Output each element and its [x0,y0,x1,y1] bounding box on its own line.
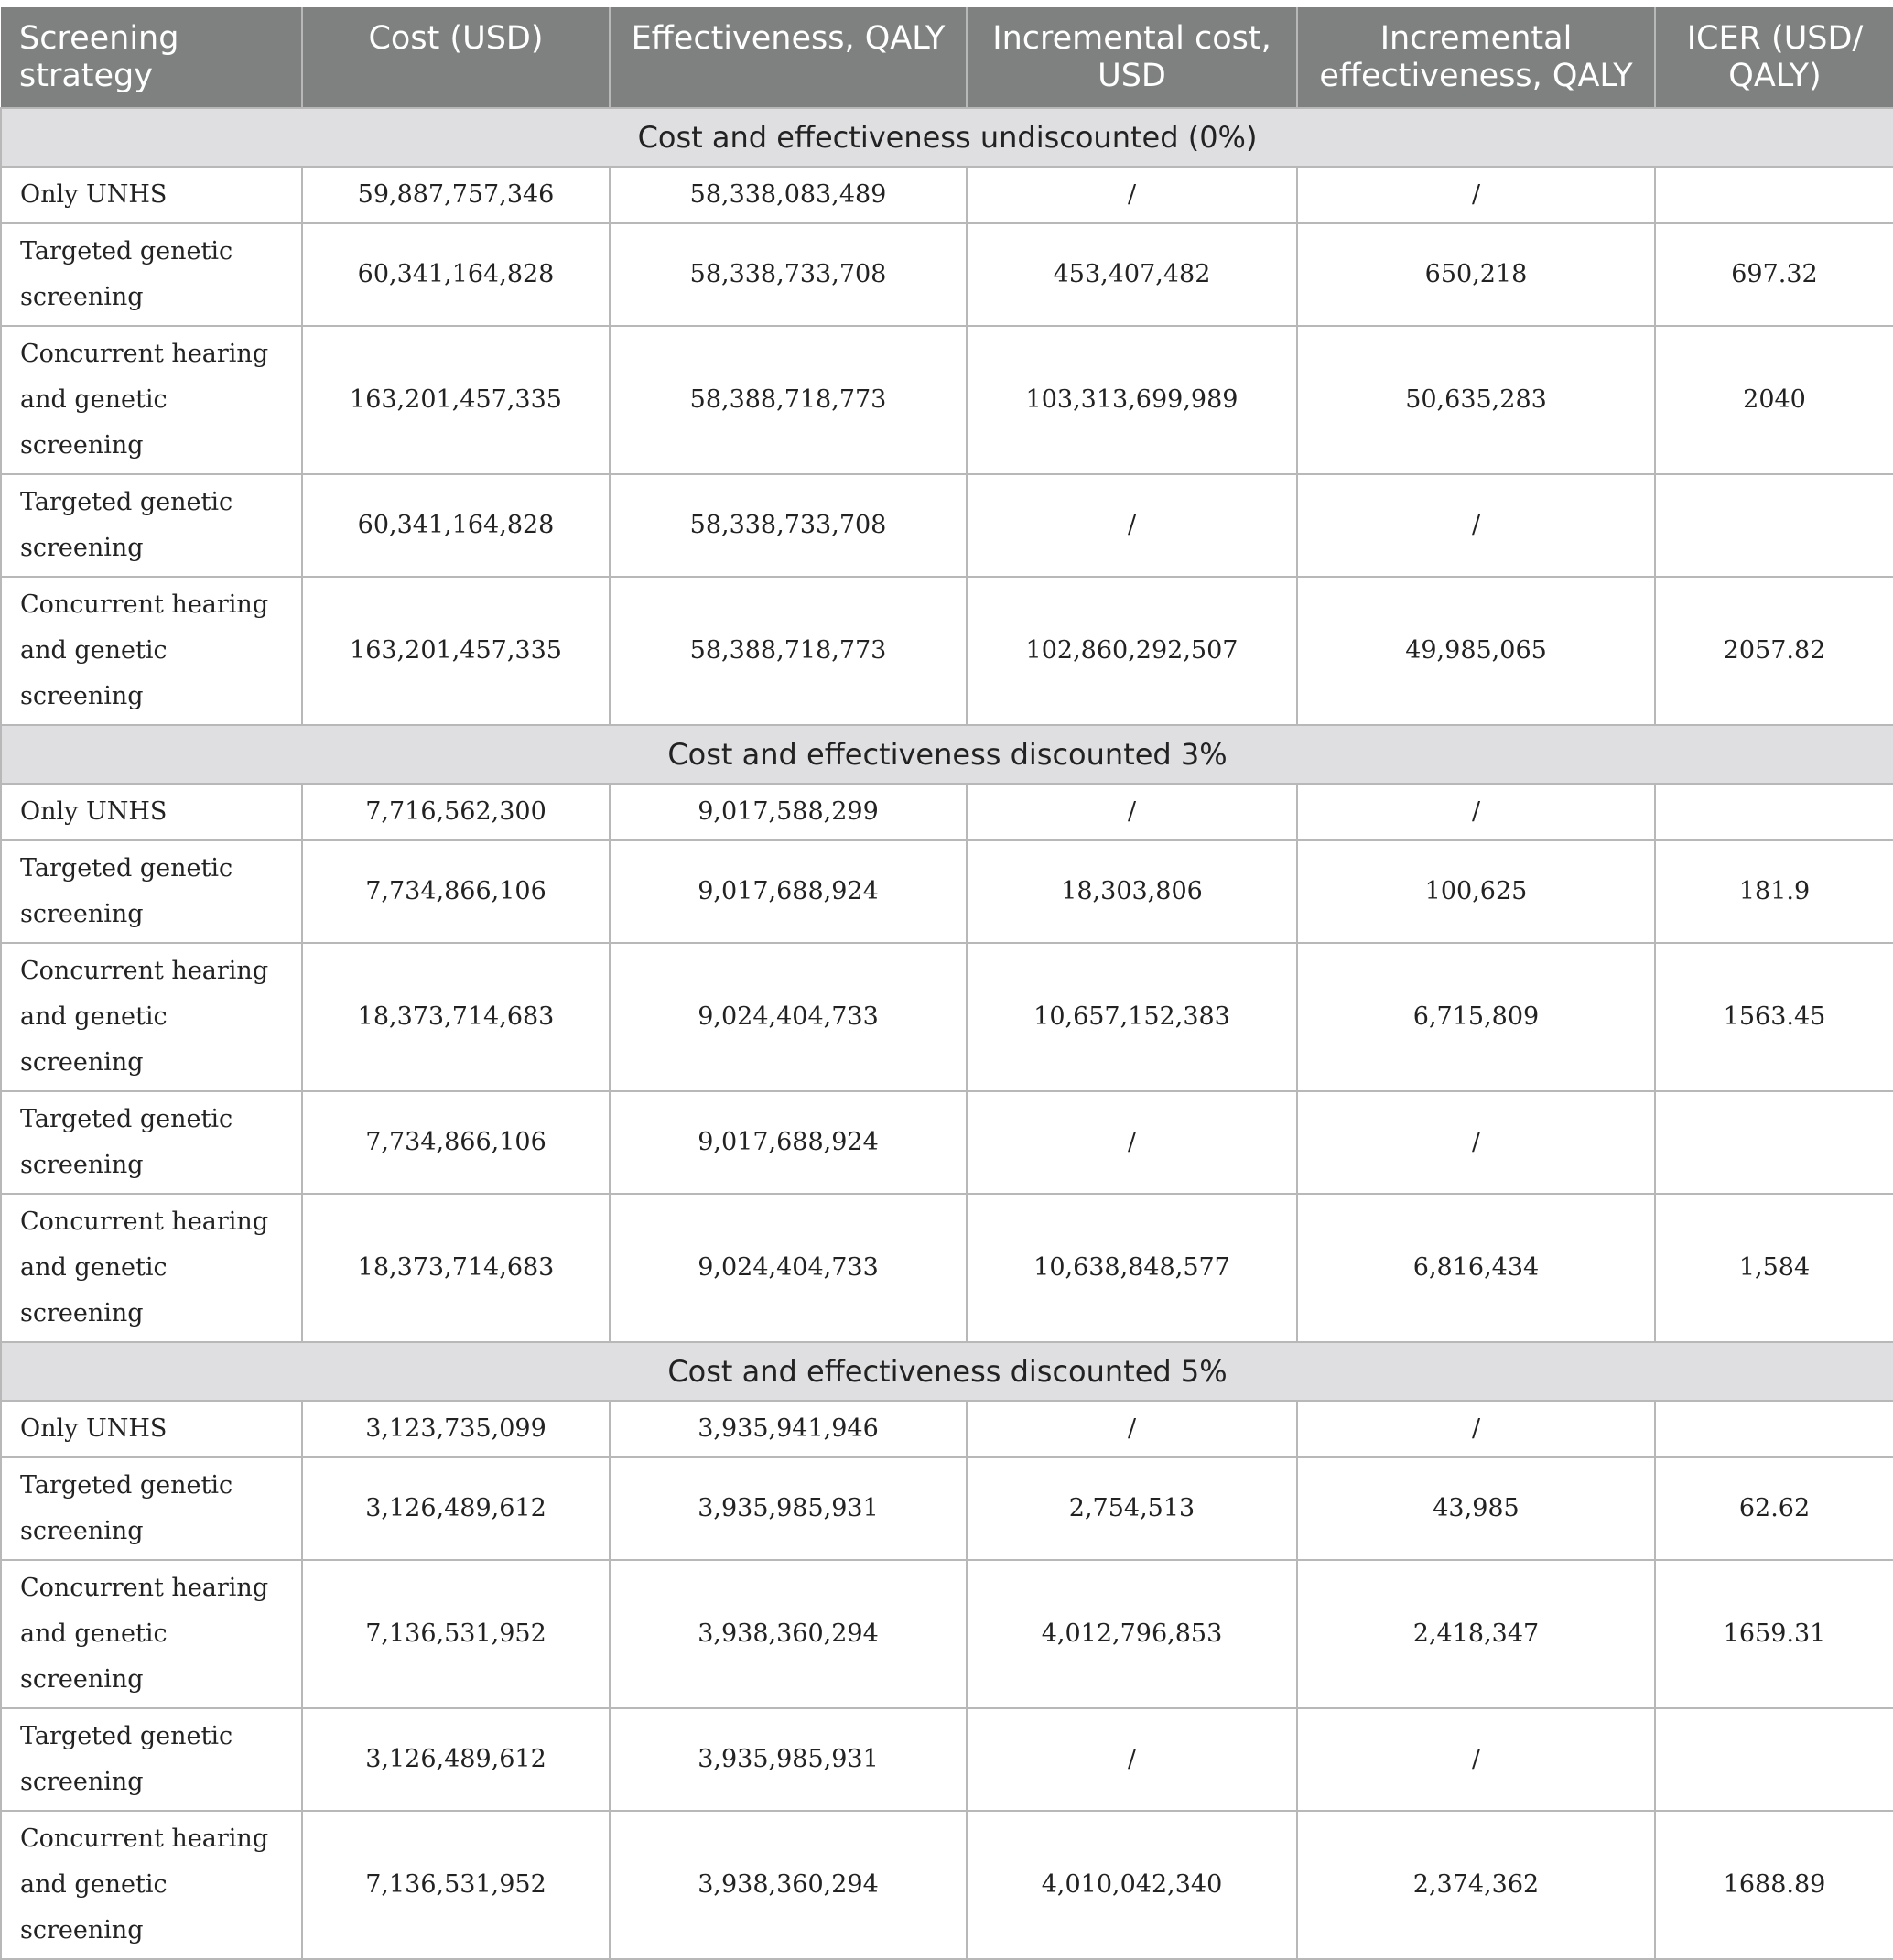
cell-effectiveness: 9,017,588,299 [610,784,967,840]
cell-incremental-effectiveness: 2,418,347 [1297,1560,1655,1708]
cell-incremental-cost: 453,407,482 [967,223,1297,326]
cell-icer [1655,167,1893,223]
section-title: Cost and effectiveness discounted 5% [1,1342,1893,1401]
cell-strategy: Only UNHS [1,1401,302,1457]
cell-icer [1655,1708,1893,1811]
table-row [1,223,1893,326]
cell-effectiveness: 58,388,718,773 [610,326,967,474]
table-row [1,784,1893,840]
cell-effectiveness: 9,024,404,733 [610,943,967,1091]
cell-cost: 60,341,164,828 [302,474,610,577]
cell-strategy: Only UNHS [1,167,302,223]
cell-effectiveness: 3,935,985,931 [610,1457,967,1560]
cell-incremental-cost: 10,638,848,577 [967,1194,1297,1342]
cell-strategy: Concurrent hearing and genetic screening [1,577,302,725]
cell-incremental-cost: 4,010,042,340 [967,1811,1297,1959]
cell-cost: 7,136,531,952 [302,1560,610,1708]
cell-icer: 1563.45 [1655,943,1893,1091]
cell-cost: 60,341,164,828 [302,223,610,326]
cell-effectiveness: 9,024,404,733 [610,1194,967,1342]
header-screening-strategy: Screening strategy [1,7,302,108]
cell-cost: 3,123,735,099 [302,1401,610,1457]
cell-incremental-effectiveness: / [1297,784,1655,840]
cell-incremental-cost: / [967,1401,1297,1457]
table-row [1,474,1893,577]
cell-incremental-effectiveness: 49,985,065 [1297,577,1655,725]
cell-incremental-effectiveness: 650,218 [1297,223,1655,326]
cell-incremental-effectiveness: / [1297,1708,1655,1811]
cell-icer: 2057.82 [1655,577,1893,725]
table-row [1,1560,1893,1708]
cell-incremental-effectiveness: 2,374,362 [1297,1811,1655,1959]
cell-cost: 3,126,489,612 [302,1708,610,1811]
table-row [1,1401,1893,1457]
cell-strategy: Targeted genetic screening [1,1091,302,1194]
table-row [1,1194,1893,1342]
cell-icer: 697.32 [1655,223,1893,326]
cell-strategy: Targeted genetic screening [1,223,302,326]
cell-incremental-cost: 2,754,513 [967,1457,1297,1560]
cell-incremental-effectiveness: / [1297,1091,1655,1194]
cell-cost: 18,373,714,683 [302,943,610,1091]
cell-effectiveness: 3,935,985,931 [610,1708,967,1811]
table-row [1,1811,1893,1959]
cell-strategy: Concurrent hearing and genetic screening [1,1560,302,1708]
cell-effectiveness: 3,935,941,946 [610,1401,967,1457]
section-title: Cost and effectiveness discounted 3% [1,725,1893,784]
cell-incremental-cost: / [967,1091,1297,1194]
table-row [1,326,1893,474]
cell-incremental-effectiveness: 6,715,809 [1297,943,1655,1091]
cell-cost: 7,716,562,300 [302,784,610,840]
cell-effectiveness: 58,338,733,708 [610,223,967,326]
section-row [1,1342,1893,1401]
cell-strategy: Targeted genetic screening [1,840,302,943]
cell-effectiveness: 3,938,360,294 [610,1560,967,1708]
cell-incremental-cost: / [967,167,1297,223]
table-row [1,943,1893,1091]
cell-strategy: Concurrent hearing and genetic screening [1,943,302,1091]
cell-strategy: Targeted genetic screening [1,474,302,577]
table-header [1,7,1893,108]
header-incremental-cost: Incremental cost, USD [967,7,1297,108]
section-title: Cost and effectiveness undiscounted (0%) [1,108,1893,167]
cell-icer [1655,474,1893,577]
cell-icer: 1,584 [1655,1194,1893,1342]
cell-strategy: Targeted genetic screening [1,1457,302,1560]
cell-cost: 7,734,866,106 [302,1091,610,1194]
table-container [0,7,1893,1960]
cell-effectiveness: 58,338,733,708 [610,474,967,577]
cell-icer: 181.9 [1655,840,1893,943]
cell-cost: 18,373,714,683 [302,1194,610,1342]
header-incremental-effectiveness: Incremental effectiveness, QALY [1297,7,1655,108]
cell-incremental-effectiveness: 50,635,283 [1297,326,1655,474]
cell-incremental-cost: 10,657,152,383 [967,943,1297,1091]
cell-incremental-effectiveness: / [1297,167,1655,223]
cell-cost: 7,734,866,106 [302,840,610,943]
header-cost: Cost (USD) [302,7,610,108]
cell-incremental-effectiveness: 100,625 [1297,840,1655,943]
cell-cost: 59,887,757,346 [302,167,610,223]
cell-icer: 2040 [1655,326,1893,474]
cell-incremental-cost: 103,313,699,989 [967,326,1297,474]
table-row [1,840,1893,943]
cell-incremental-cost: 18,303,806 [967,840,1297,943]
cell-cost: 7,136,531,952 [302,1811,610,1959]
table-row [1,1091,1893,1194]
header-icer: ICER (USD/ QALY) [1655,7,1893,108]
table-row [1,167,1893,223]
cell-icer: 1688.89 [1655,1811,1893,1959]
cell-incremental-effectiveness: 43,985 [1297,1457,1655,1560]
cell-strategy: Concurrent hearing and genetic screening [1,1811,302,1959]
cell-incremental-cost: / [967,784,1297,840]
cell-icer: 62.62 [1655,1457,1893,1560]
cell-icer [1655,1091,1893,1194]
cell-effectiveness: 3,938,360,294 [610,1811,967,1959]
cell-incremental-cost: 102,860,292,507 [967,577,1297,725]
cost-effectiveness-table [0,7,1893,1960]
table-row [1,577,1893,725]
cell-cost: 163,201,457,335 [302,577,610,725]
cell-strategy: Concurrent hearing and genetic screening [1,1194,302,1342]
table-body [1,108,1893,1959]
cell-incremental-effectiveness: / [1297,1401,1655,1457]
cell-strategy: Only UNHS [1,784,302,840]
cell-effectiveness: 58,338,083,489 [610,167,967,223]
cell-strategy: Targeted genetic screening [1,1708,302,1811]
cell-effectiveness: 58,388,718,773 [610,577,967,725]
table-row [1,1708,1893,1811]
cell-incremental-cost: / [967,474,1297,577]
cell-incremental-effectiveness: / [1297,474,1655,577]
header-effectiveness: Effectiveness, QALY [610,7,967,108]
cell-icer: 1659.31 [1655,1560,1893,1708]
cell-cost: 3,126,489,612 [302,1457,610,1560]
cell-strategy: Concurrent hearing and genetic screening [1,326,302,474]
table-row [1,1457,1893,1560]
cell-effectiveness: 9,017,688,924 [610,1091,967,1194]
section-row [1,725,1893,784]
cell-effectiveness: 9,017,688,924 [610,840,967,943]
cell-incremental-effectiveness: 6,816,434 [1297,1194,1655,1342]
cell-incremental-cost: / [967,1708,1297,1811]
cell-cost: 163,201,457,335 [302,326,610,474]
header-row [1,7,1893,108]
cell-icer [1655,784,1893,840]
section-row [1,108,1893,167]
cell-icer [1655,1401,1893,1457]
cell-incremental-cost: 4,012,796,853 [967,1560,1297,1708]
